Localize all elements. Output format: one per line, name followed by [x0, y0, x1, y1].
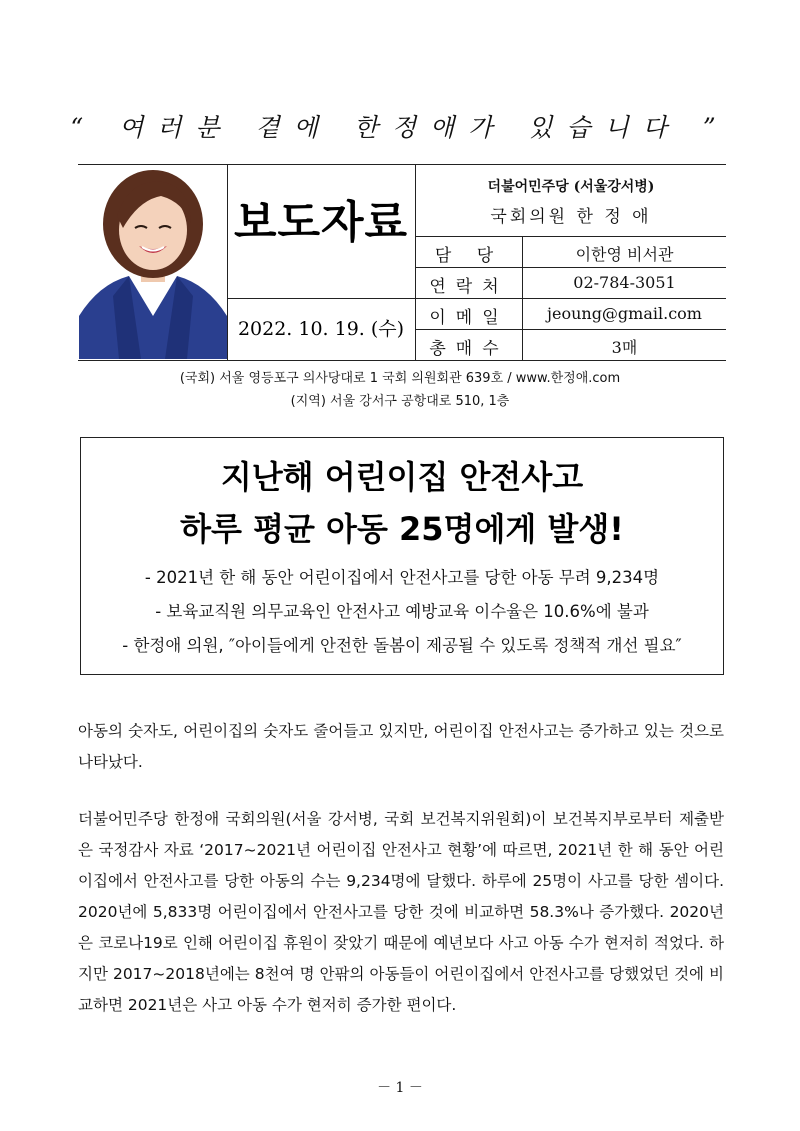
- contact-value-manager: 이한영 비서관: [575, 245, 674, 264]
- portrait-illustration: [79, 166, 227, 359]
- header-top-rule: [78, 164, 726, 165]
- contact-value-pages: 3매: [611, 338, 638, 357]
- headline-line-2: 하루 평균 아동 25명에게 발생!: [180, 510, 624, 548]
- slogan: “ 여러분 곁에 한정애가 있습니다 ”: [70, 113, 730, 142]
- contact-value-phone: 02-784-3051: [573, 273, 676, 292]
- headline-line-1: 지난해 어린이집 안전사고: [220, 458, 584, 496]
- party-affiliation: 더불어민주당 (서울강서병): [487, 179, 655, 195]
- page-number: － 1 －: [377, 1080, 423, 1096]
- contact-value-email: jeoung@gmail.com: [547, 304, 702, 323]
- divider: [415, 329, 726, 330]
- release-date: 2022. 10. 19. (수): [237, 318, 405, 340]
- contact-label-manager: 담 당: [434, 246, 504, 266]
- subheadline: - 한정애 의원, ″아이들에게 안전한 돌봄이 제공될 수 있도록 정책적 개선 필요″: [122, 636, 682, 655]
- body-paragraph-2: 더불어민주당 한정애 국회의원(서울 강서병, 국회 보건복지위원회)이 보건복지부로부터 제출받은 국정감사 자료 ‘2017~2021년 어린이집 안전사고 현황’에 따르면, 2021년 한 해 동안 어린이집에서 안전사고를 당한 아동의 수는 9,234명에 달했다. 하루에 25명이 사고를 당한 셈이다. 2020년에 5,833명 어린이집에서 안전사고를 당한 것에 비교하면 58.3%나 증가했다. 2020년은 코로나19로 인해 어린이집 휴원이 잦았기 때문에 예년보다 사고 아동 수가 현저히 적었다. 하지만 2017~2018년에는 8천여 명 안팎의 아동들이 어린이집에서 안전사고를 당했었던 것에 비교하면 2021년은 사고 아동 수가 현저히 증가한 편이다.: [78, 810, 724, 1014]
- divider: [227, 298, 415, 299]
- local-address: (지역) 서울 강서구 공항대로 510, 1층: [290, 394, 510, 409]
- member-name: 국회의원 한 정 애: [490, 207, 652, 227]
- body-paragraph-1: 아동의 숫자도, 어린이집의 숫자도 줄어들고 있지만, 어린이집 안전사고는 증가하고 있는 것으로 나타났다.: [78, 722, 724, 771]
- subheadline: - 2021년 한 해 동안 어린이집에서 안전사고를 당한 아동 무려 9,234명: [144, 568, 660, 587]
- divider: [415, 267, 726, 268]
- contact-label-pages: 총매수: [429, 339, 509, 359]
- subheadline: - 보육교직원 의무교육인 안전사고 예방교육 이수율은 10.6%에 불과: [155, 602, 649, 621]
- lawmaker-photo: [79, 166, 227, 359]
- press-release-title: 보도자료: [233, 197, 408, 248]
- header-bottom-rule: [78, 360, 726, 361]
- assembly-address: (국회) 서울 영등포구 의사당대로 1 국회 의원회관 639호 / www.한정애.com: [179, 371, 621, 386]
- divider: [415, 298, 726, 299]
- headline-box: [80, 437, 724, 675]
- divider: [415, 236, 726, 237]
- contact-label-phone: 연락처: [429, 277, 509, 297]
- contact-label-email: 이메일: [429, 308, 509, 328]
